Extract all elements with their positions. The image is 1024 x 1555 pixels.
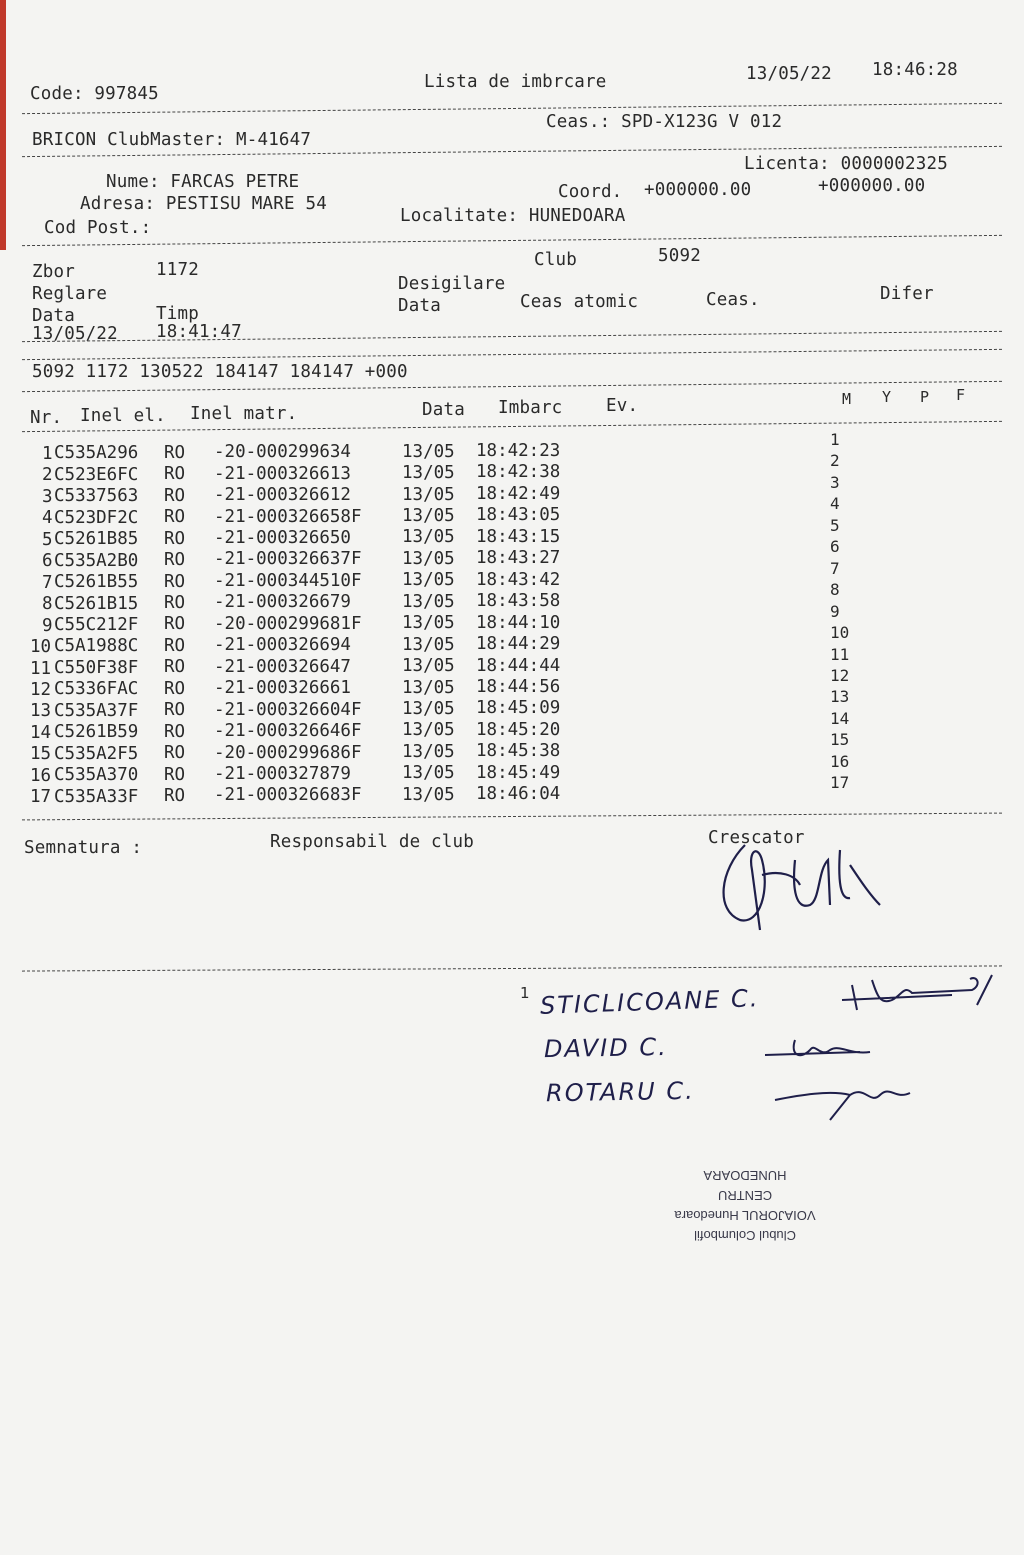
position-number: 10 (830, 623, 850, 643)
country-code: RO (164, 635, 186, 656)
stamp-line-1: Clubul Columbofil (694, 1228, 796, 1243)
ring-row-number: 6 (42, 551, 53, 572)
page-edge-mark (0, 0, 6, 250)
locality: Localitate: HUNEDOARA (400, 206, 626, 226)
license: Licenta: 0000002325 (744, 154, 948, 174)
coord-x: +000000.00 (644, 180, 752, 200)
boarding-date: 13/05 (402, 463, 455, 484)
position-number: 1 (830, 430, 840, 449)
country-code: RO (164, 678, 186, 699)
clock-label: Ceas. (706, 290, 760, 310)
print-time: 18:46:28 (872, 60, 958, 80)
position-number: 8 (830, 580, 840, 600)
electronic-ring: C535A37F (54, 700, 139, 721)
ring-row-number: 7 (42, 572, 53, 593)
setting-time: 18:41:47 (156, 322, 242, 342)
ring-row-number: 15 (30, 744, 52, 765)
electronic-ring: C5337563 (54, 486, 139, 507)
registration-ring: -21-000326658F (214, 506, 362, 527)
divider (22, 349, 1002, 360)
document-title: Lista de imbrcare (424, 72, 607, 92)
handwritten-member-1: STICLICOANE C. (539, 984, 760, 1020)
ring-row-number: 5 (42, 529, 53, 550)
divider (22, 103, 1002, 114)
boarding-date: 13/05 (402, 441, 455, 462)
stamp-line-3: CENTRU (717, 1188, 773, 1203)
country-code: RO (164, 592, 186, 613)
boarding-time: 18:46:04 (476, 784, 561, 805)
boarding-time: 18:45:38 (476, 741, 561, 762)
col-nr: Nr. (30, 408, 63, 428)
breeder-label: Crescator (708, 828, 805, 848)
electronic-ring: C5336FAC (54, 679, 139, 700)
electronic-ring: C5261B59 (54, 722, 139, 743)
club-responsible-label: Responsabil de club (270, 832, 474, 852)
ring-row-number: 10 (30, 637, 52, 658)
country-code: RO (164, 485, 186, 506)
position-number: 7 (830, 558, 840, 578)
registration-ring: -20-000299681F (214, 613, 362, 634)
ring-row-number: 16 (30, 765, 52, 786)
col-data: Data (422, 400, 465, 420)
position-number: 2 (830, 451, 840, 471)
registration-ring: -21-000326604F (214, 699, 362, 720)
electronic-ring: C523DF2C (54, 507, 139, 528)
reglare-label: Reglare (32, 284, 108, 304)
position-number: 5 (830, 515, 840, 535)
boarding-time: 18:42:38 (476, 462, 561, 483)
registration-ring: -21-000326683F (214, 785, 362, 806)
position-number: 9 (830, 601, 840, 621)
country-code: RO (164, 528, 186, 549)
position-number: 11 (830, 644, 850, 664)
flag-p: P (920, 388, 930, 406)
boarding-date: 13/05 (402, 699, 455, 719)
coord-label: Coord. (558, 182, 623, 202)
registration-ring: -20-000299686F (214, 742, 362, 763)
col-inel-el: Inel el. (80, 406, 166, 426)
handwritten-index: 1 (520, 984, 530, 1002)
ring-row-number: 2 (42, 465, 53, 486)
country-code: RO (164, 571, 186, 592)
boarding-date: 13/05 (402, 570, 455, 591)
position-number: 17 (830, 773, 850, 793)
ring-row-number: 14 (30, 722, 52, 743)
boarding-date: 13/05 (402, 656, 455, 677)
boarding-date: 13/05 (402, 484, 455, 505)
signature-label: Semnatura : (24, 838, 143, 858)
signature-1 (832, 965, 1012, 1025)
atomic-clock-label: Ceas atomic (520, 292, 639, 312)
electronic-ring: C523E6FC (54, 464, 139, 485)
electronic-ring: C535A2F5 (54, 743, 139, 764)
boarding-date: 13/05 (402, 720, 455, 741)
boarding-time: 18:43:05 (476, 505, 561, 526)
flight-label: Zbor (32, 262, 75, 282)
boarding-time: 18:43:27 (476, 548, 561, 569)
electronic-ring: C535A296 (54, 443, 139, 464)
registration-ring: -21-000344510F (214, 570, 362, 591)
country-code: RO (164, 442, 186, 463)
ring-row-number: 1 (42, 444, 53, 464)
divider (22, 381, 1002, 392)
position-number: 12 (830, 665, 850, 685)
boarding-time: 18:43:58 (476, 591, 561, 612)
boarding-time: 18:45:09 (476, 698, 561, 719)
boarding-date: 13/05 (402, 613, 455, 634)
setting-date: 13/05/22 (32, 324, 118, 344)
registration-ring: -21-000326679 (214, 592, 351, 613)
electronic-ring: C535A33F (54, 786, 139, 807)
registration-ring: -21-000326646F (214, 721, 362, 742)
club-label: Club (534, 250, 577, 270)
stamp-line-4: HUNEDOARA (703, 1168, 787, 1183)
divider (22, 235, 1002, 246)
registration-ring: -21-000326661 (214, 678, 351, 699)
registration-ring: -21-000326694 (214, 635, 351, 656)
position-number: 3 (830, 472, 840, 492)
difference-label: Difer (880, 284, 934, 304)
handwritten-member-2: DAVID C. (543, 1032, 668, 1064)
country-code: RO (164, 657, 186, 678)
col-ev: Ev. (606, 396, 639, 416)
position-number: 4 (830, 494, 840, 514)
col-inel-matr: Inel matr. (190, 404, 298, 424)
registration-ring: -21-000326650 (214, 528, 351, 548)
handwritten-member-3: ROTARU C. (545, 1076, 695, 1108)
registration-ring: -21-000326647 (214, 656, 351, 677)
country-code: RO (164, 721, 186, 742)
country-code: RO (164, 507, 186, 528)
position-number: 13 (830, 687, 850, 707)
boarding-date: 13/05 (402, 763, 455, 784)
flight-number: 1172 (156, 260, 199, 280)
ring-row-number: 4 (42, 508, 53, 529)
signature-3 (770, 1075, 920, 1130)
boarding-time: 18:45:20 (476, 719, 561, 740)
boarding-date: 13/05 (402, 784, 455, 805)
registration-ring: -21-000327879 (214, 763, 351, 784)
position-number: 16 (830, 751, 850, 771)
boarding-date: 13/05 (402, 548, 455, 569)
breeder-signature (700, 830, 900, 940)
boarding-time: 18:42:23 (476, 441, 561, 461)
boarding-date: 13/05 (402, 527, 455, 548)
ring-row-number: 8 (42, 594, 53, 615)
country-code: RO (164, 464, 186, 485)
boarding-time: 18:44:10 (476, 612, 561, 633)
postal-code: Cod Post.: (44, 218, 152, 238)
ring-row-number: 13 (30, 701, 52, 722)
boarding-time: 18:44:44 (476, 655, 561, 676)
boarding-time: 18:42:49 (476, 483, 561, 504)
boarding-time: 18:45:49 (476, 762, 561, 783)
stamp-line-2: VOIAJORUL Hunedoara (674, 1208, 816, 1223)
country-code: RO (164, 743, 186, 764)
ring-row-number: 11 (30, 658, 52, 679)
boarding-time: 18:44:29 (476, 634, 561, 655)
boarding-date: 13/05 (402, 591, 455, 612)
flag-f: F (956, 386, 966, 404)
ring-row-number: 17 (30, 787, 52, 808)
country-code: RO (164, 614, 186, 635)
ring-row-number: 12 (30, 679, 52, 700)
position-number: 15 (830, 730, 850, 750)
country-code: RO (164, 764, 186, 785)
clock-model: Ceas.: SPD-X123G V 012 (546, 112, 783, 132)
ring-row-number: 3 (42, 486, 53, 507)
boarding-date: 13/05 (402, 677, 455, 698)
registration-ring: -20-000299634 (214, 442, 351, 463)
boarding-date: 13/05 (402, 634, 455, 655)
summary-line: 5092 1172 130522 184147 184147 +000 (32, 362, 408, 382)
country-code: RO (164, 550, 186, 571)
electronic-ring: C535A370 (54, 765, 139, 786)
electronic-ring: C535A2B0 (54, 550, 139, 571)
electronic-ring: C5261B85 (54, 529, 139, 550)
country-code: RO (164, 786, 186, 806)
electronic-ring: C5261B15 (54, 593, 139, 614)
owner-address: Adresa: PESTISU MARE 54 (80, 194, 327, 214)
timp-label: Timp (156, 304, 199, 324)
signature-2 (760, 1030, 890, 1070)
position-number: 14 (830, 708, 850, 728)
registration-ring: -21-000326612 (214, 485, 351, 506)
bricon-device: BRICON ClubMaster: M-41647 (32, 130, 312, 150)
registration-ring: -21-000326637F (214, 549, 362, 570)
registration-ring: -21-000326613 (214, 463, 351, 484)
flag-y: Y (882, 388, 892, 406)
boarding-time: 18:43:15 (476, 526, 561, 547)
boarding-date: 13/05 (402, 741, 455, 762)
electronic-ring: C5261B55 (54, 572, 139, 593)
desigilare-label: Desigilare (398, 274, 506, 294)
boarding-time: 18:44:56 (476, 676, 561, 697)
print-date: 13/05/22 (746, 64, 832, 84)
boarding-time: 18:43:42 (476, 569, 561, 590)
divider (22, 421, 1002, 432)
ring-row-number: 9 (42, 615, 53, 636)
country-code: RO (164, 700, 186, 721)
position-number: 6 (830, 537, 840, 557)
club-stamp (640, 1165, 850, 1245)
col-imbarc: Imbarc (498, 398, 563, 418)
flag-m: M (842, 390, 852, 408)
boarding-date: 13/05 (402, 505, 455, 526)
code-label: Code: 997845 (30, 84, 159, 104)
electronic-ring: C550F38F (54, 657, 139, 678)
data2-label: Data (398, 296, 441, 316)
electronic-ring: C55C212F (54, 615, 139, 635)
coord-y: +000000.00 (818, 176, 926, 196)
club-number: 5092 (658, 246, 701, 266)
owner-name: Nume: FARCAS PETRE (106, 172, 300, 192)
data-label: Data (32, 306, 75, 326)
electronic-ring: C5A1988C (54, 636, 139, 657)
